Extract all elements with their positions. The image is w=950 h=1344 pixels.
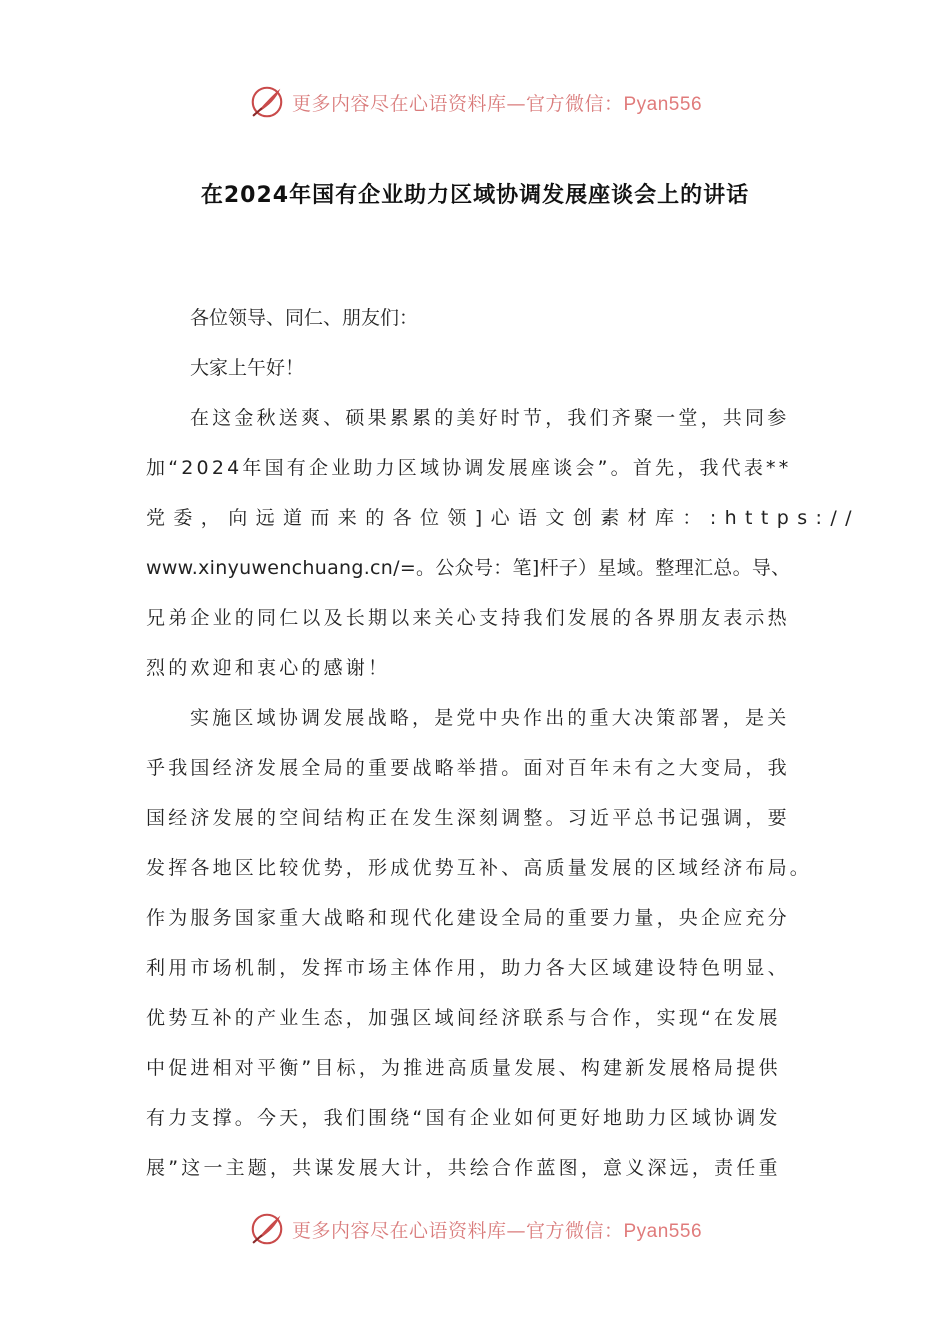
- text-line: 乎我国经济发展全局的重要战略举措。面对百年未有之大变局，我: [146, 757, 790, 779]
- watermark-text: [292, 89, 702, 116]
- quill-pen-logo-icon: [248, 1210, 286, 1248]
- watermark-label: 更多内容尽在心语资料库—官方微信：: [291, 92, 624, 115]
- text-line: 在这金秋送爽、硕果累累的美好时节，我们齐聚一堂，共同参: [190, 407, 790, 429]
- watermark-footer: [0, 1209, 950, 1249]
- text-line: 实施区域协调发展战略，是党中央作出的重大决策部署，是关: [190, 707, 790, 729]
- watermark-text: [292, 1216, 702, 1243]
- text-line: 中促进相对平衡”目标，为推进高质量发展、构建新发展格局提供: [146, 1057, 781, 1079]
- text-line: 国经济发展的空间结构正在发生深刻调整。习近平总书记强调，要: [146, 807, 790, 829]
- text-line: 发挥各地区比较优势，形成优势互补、高质量发展的区域经济布局。: [146, 857, 813, 879]
- watermark-wechat-id: Pyan556: [623, 1220, 703, 1242]
- document-body: [146, 293, 860, 1193]
- text-line: 利用市场机制，发挥市场主体作用，助力各大区域建设特色明显、: [146, 957, 790, 979]
- text-line: www.xinyuwenchuang.cn/=。公众号：笔]杆子）星域。整理汇总。导、: [146, 557, 791, 579]
- text-line: 党委，向远道而来的各位领]心语文创素材库：:https://: [146, 507, 860, 529]
- text-line: 有力支撑。今天，我们围绕“国有企业如何更好地助力区域协调发: [146, 1107, 781, 1129]
- text-line: 展”这一主题，共谋发展大计，共绘合作蓝图，意义深远，责任重: [146, 1157, 781, 1179]
- text-line: 大家上午好！: [190, 357, 305, 379]
- text-line: 兄弟企业的同仁以及长期以来关心支持我们发展的各界朋友表示热: [146, 607, 790, 629]
- text-line: 烈的欢迎和衷心的感谢！: [146, 657, 391, 679]
- watermark-header: [0, 82, 950, 122]
- watermark-label: 更多内容尽在心语资料库—官方微信：: [291, 1219, 624, 1242]
- watermark-wechat-id: Pyan556: [623, 93, 703, 115]
- text-line: 优势互补的产业生态，加强区域间经济联系与合作，实现“在发展: [146, 1007, 781, 1029]
- text-line: 加“2024年国有企业助力区域协调发展座谈会”。首先，我代表**: [146, 457, 792, 479]
- text-line: 各位领导、同仁、朋友们：: [190, 307, 419, 329]
- quill-pen-logo-icon: [248, 83, 286, 121]
- document-title: 在2024年国有企业助力区域协调发展座谈会上的讲话: [200, 183, 750, 208]
- text-line: 作为服务国家重大战略和现代化建设全局的重要力量，央企应充分: [146, 907, 790, 929]
